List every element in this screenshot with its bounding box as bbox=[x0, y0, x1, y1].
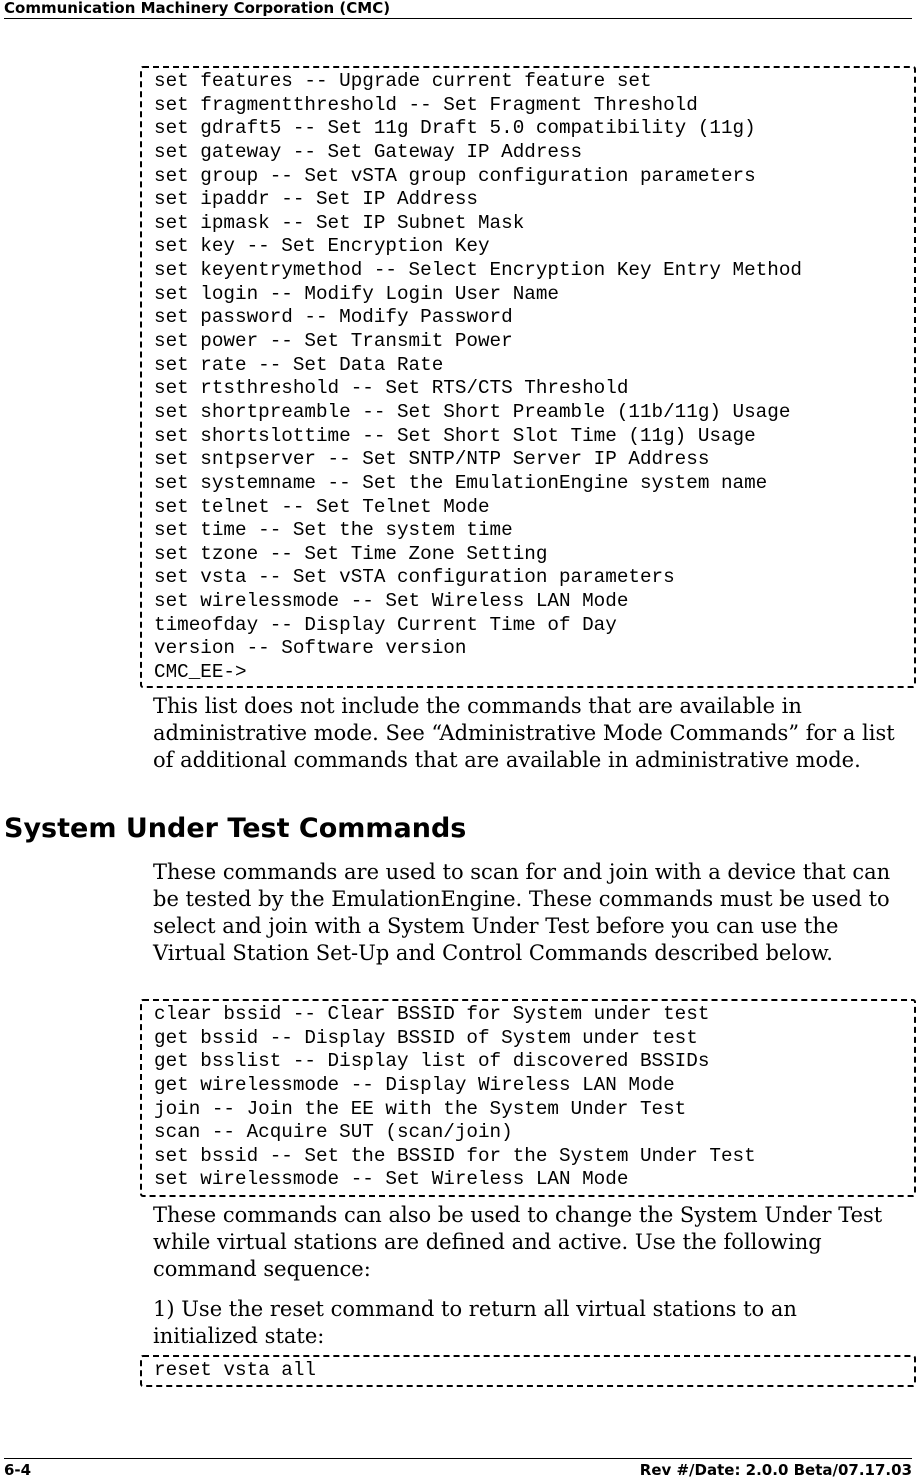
section-heading: System Under Test Commands bbox=[4, 813, 467, 844]
code-line: get bssid -- Display BSSID of System under test bbox=[154, 1026, 698, 1049]
page-number: 6-4 bbox=[4, 1461, 32, 1479]
revision-info: Rev #/Date: 2.0.0 Beta/07.17.03 bbox=[639, 1461, 912, 1479]
code-line: join -- Join the EE with the System Under Test bbox=[154, 1097, 687, 1120]
code-line: set wirelessmode -- Set Wireless LAN Mode bbox=[154, 590, 629, 613]
code-line: set rtsthreshold -- Set RTS/CTS Threshold bbox=[154, 377, 629, 400]
code-line: set login -- Modify Login User Name bbox=[154, 282, 559, 305]
code-line: set ipmask -- Set IP Subnet Mask bbox=[154, 211, 525, 234]
code-line: reset vsta all bbox=[154, 1359, 316, 1381]
code-line: timeofday -- Display Current Time of Day bbox=[154, 613, 617, 636]
code-line: set password -- Modify Password bbox=[154, 306, 513, 329]
paragraph-change-sut: These commands can also be used to change the System Under Test while virtual stations are defined and active. Use the following command sequence: bbox=[153, 1203, 883, 1281]
code-line: set telnet -- Set Telnet Mode bbox=[154, 495, 490, 518]
code-line: get wirelessmode -- Display Wireless LAN Mode bbox=[154, 1073, 675, 1096]
code-line: set time -- Set the system time bbox=[154, 519, 513, 542]
code-line: set bssid -- Set the BSSID for the System Under Test bbox=[154, 1144, 756, 1167]
code-line: set shortslottime -- Set Short Slot Time (11g) Usage bbox=[154, 424, 756, 447]
paragraph-step-1: 1) Use the reset command to return all virtual stations to an initialized state: bbox=[153, 1297, 797, 1348]
code-line: set rate -- Set Data Rate bbox=[154, 353, 444, 376]
code-line: set keyentrymethod -- Select Encryption Key Entry Method bbox=[154, 259, 802, 282]
code-line: set vsta -- Set vSTA configuration parameters bbox=[154, 566, 675, 589]
code-line: set systemname -- Set the EmulationEngine system name bbox=[154, 471, 768, 494]
code-line: set shortpreamble -- Set Short Preamble (11b/11g) Usage bbox=[154, 400, 791, 423]
code-line: set tzone -- Set Time Zone Setting bbox=[154, 542, 548, 565]
code-line: get bsslist -- Display list of discovered BSSIDs bbox=[154, 1050, 710, 1073]
code-line: set gateway -- Set Gateway IP Address bbox=[154, 140, 583, 163]
code-line: set wirelessmode -- Set Wireless LAN Mode bbox=[154, 1168, 629, 1191]
code-line: set fragmentthreshold -- Set Fragment Threshold bbox=[154, 93, 698, 116]
code-line: clear bssid -- Clear BSSID for System under test bbox=[154, 1003, 710, 1025]
code-line: scan -- Acquire SUT (scan/join) bbox=[154, 1121, 513, 1144]
code-line: set key -- Set Encryption Key bbox=[154, 235, 490, 258]
code-block-sut-commands bbox=[140, 999, 916, 1197]
code-line: set ipaddr -- Set IP Address bbox=[154, 188, 478, 211]
code-line: CMC_EE-> bbox=[154, 661, 247, 684]
code-line: set gdraft5 -- Set 11g Draft 5.0 compatibility (11g) bbox=[154, 117, 756, 140]
code-line: set power -- Set Transmit Power bbox=[154, 330, 513, 353]
page-footer bbox=[4, 1458, 912, 1481]
code-block-reset bbox=[140, 1355, 916, 1387]
header-title: Communication Machinery Corporation (CMC) bbox=[4, 0, 391, 17]
paragraph-admin-note: This list does not include the commands that are available in administrative mode. See “Administrative Mode Commands” for a list of additional commands that are available in administrative mode. bbox=[153, 694, 895, 772]
page-header bbox=[4, 0, 912, 19]
code-line: version -- Software version bbox=[154, 637, 467, 660]
code-block-command-list bbox=[140, 66, 916, 688]
code-line: set features -- Upgrade current feature set bbox=[154, 70, 652, 92]
paragraph-sut-intro: These commands are used to scan for and join with a device that can be tested by the EmulationEngine. These commands must be used to select and join with a System Under Test before you can use the Virtual Station Set-Up and Control Commands described below. bbox=[153, 860, 891, 965]
code-line: set group -- Set vSTA group configuration parameters bbox=[154, 164, 756, 187]
code-line: set sntpserver -- Set SNTP/NTP Server IP Address bbox=[154, 448, 710, 471]
